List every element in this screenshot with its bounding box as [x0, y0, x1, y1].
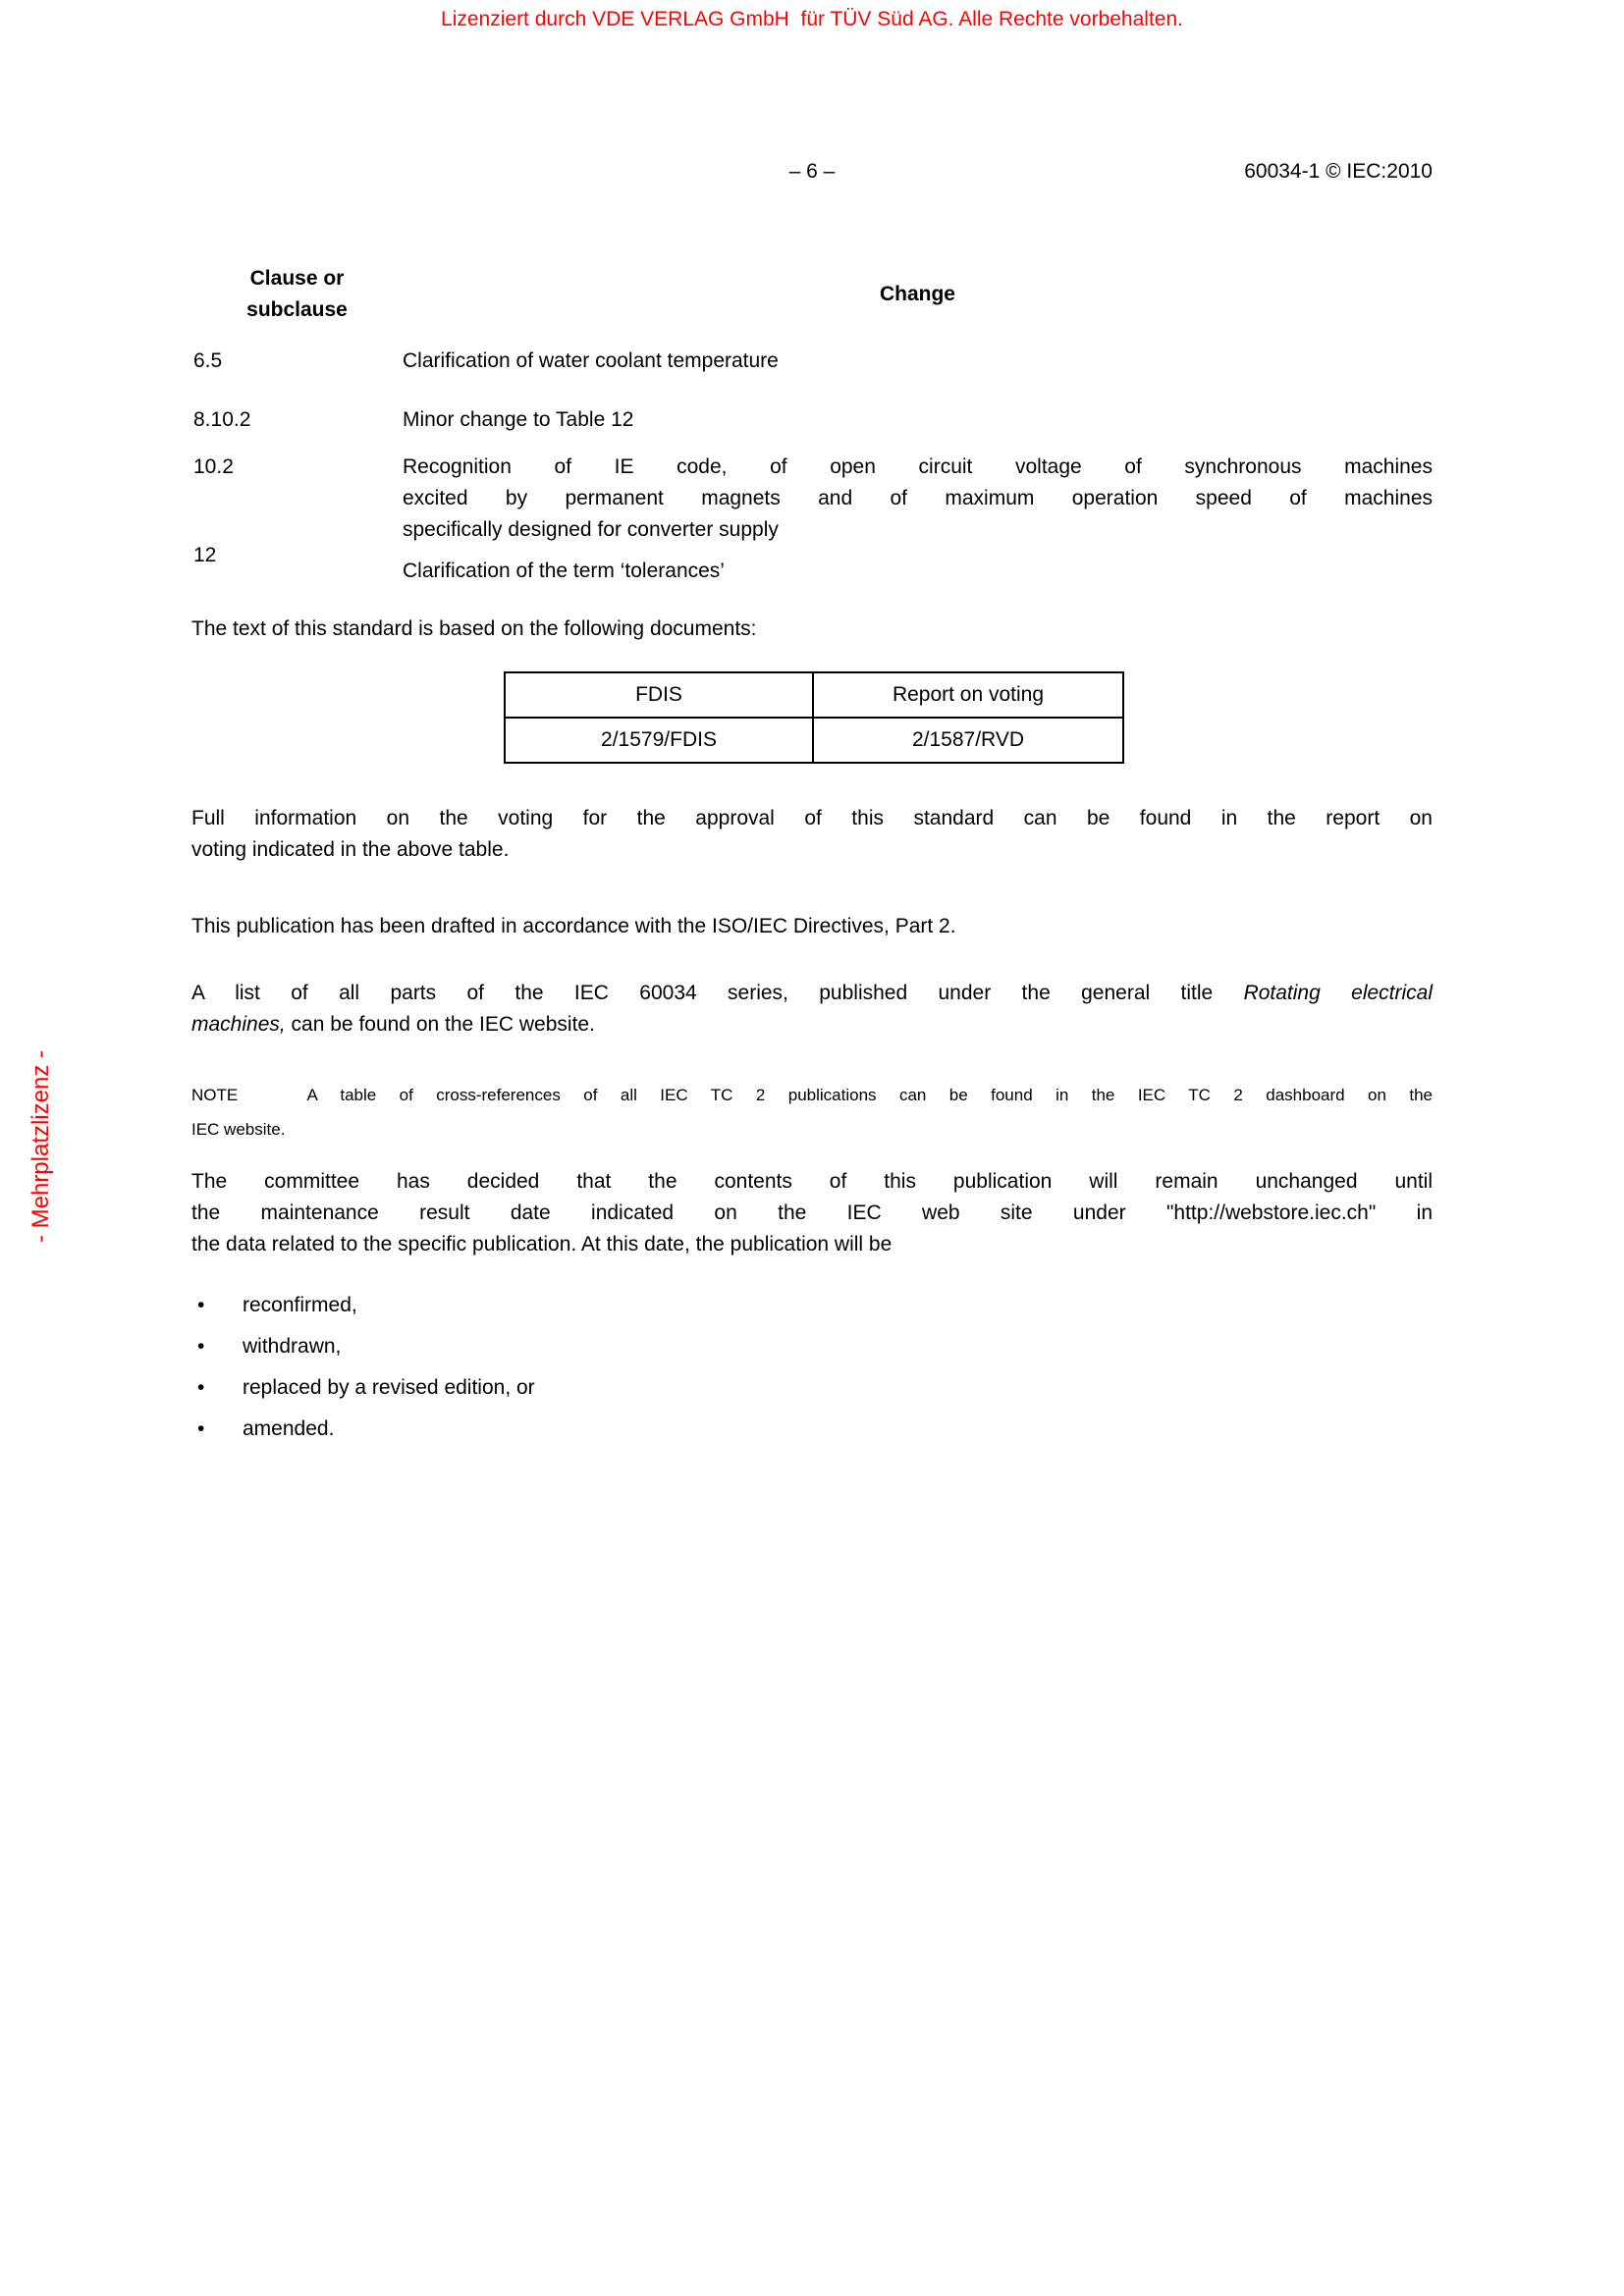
- voting-table: [504, 671, 1124, 764]
- list-item: [191, 1294, 1433, 1317]
- change-line: excited by permanent magnets and of maximum operation speed of machines: [403, 487, 1433, 509]
- paragraph-line: [191, 1009, 1433, 1041]
- paragraph-full-info: [191, 803, 1433, 866]
- bullet-icon: •: [197, 1335, 205, 1358]
- change-description: Minor change to Table 12: [403, 408, 634, 431]
- clause-number: 8.10.2: [193, 408, 251, 431]
- paragraph-line: The committee has decided that the contents of this publication will remain unchanged until: [191, 1170, 1433, 1193]
- note-line: NOTE A table of cross-references of all IEC TC 2 publications can be found in the IEC TC 2 dashboard on the: [191, 1086, 1433, 1104]
- intro-line: The text of this standard is based on the following documents:: [191, 617, 757, 640]
- voting-table-value-fdis: 2/1579/FDIS: [506, 719, 814, 762]
- paragraph-committee: [191, 1166, 1433, 1260]
- change-description: Clarification of the term ‘tolerances’: [403, 560, 725, 582]
- change-line: Recognition of IE code, of open circuit voltage of synchronous machines: [403, 455, 1433, 478]
- list-item: [191, 1376, 1433, 1400]
- page-number: – 6 –: [788, 160, 836, 183]
- clause-number: 10.2: [193, 455, 234, 478]
- changes-col1-header-line2: subclause: [246, 298, 348, 321]
- paragraph-line: [191, 978, 1433, 1009]
- clause-number: 6.5: [193, 349, 223, 372]
- note-line: IEC website.: [191, 1120, 286, 1139]
- voting-table-header-fdis: FDIS: [506, 673, 814, 719]
- changes-col1-header: [191, 263, 403, 326]
- change-line: specifically designed for converter supply: [403, 518, 779, 541]
- list-item: [191, 1335, 1433, 1359]
- list-item-label: reconfirmed,: [243, 1294, 357, 1316]
- list-item-label: amended.: [243, 1417, 335, 1440]
- paragraph-drafted: This publication has been drafted in accordance with the ISO/IEC Directives, Part 2.: [191, 915, 956, 937]
- changes-col2-header: Change: [879, 283, 955, 305]
- series-line1-italic: Rotating electrical: [1243, 982, 1433, 1004]
- series-line2-italic: machines,: [191, 1013, 286, 1036]
- paragraph-series: [191, 978, 1433, 1041]
- paragraph-note: [191, 1078, 1433, 1147]
- voting-table-header-report: Report on voting: [814, 673, 1122, 719]
- document-reference: 60034-1 © IEC:2010: [1244, 160, 1433, 183]
- series-line1-text: A list of all parts of the IEC 60034 series, published under the general title: [191, 982, 1244, 1004]
- license-banner: Lizenziert durch VDE VERLAG GmbH für TÜV Süd AG. Alle Rechte vorbehalten.: [441, 8, 1183, 30]
- list-item: [191, 1417, 1433, 1441]
- series-line2-text: can be found on the IEC website.: [285, 1013, 595, 1036]
- bullet-icon: •: [197, 1417, 205, 1440]
- paragraph-line: Full information on the voting for the approval of this standard can be found in the report on: [191, 807, 1433, 829]
- change-description: [403, 452, 1433, 546]
- bullet-icon: •: [197, 1294, 205, 1316]
- list-item-label: replaced by a revised edition, or: [243, 1376, 535, 1399]
- voting-table-value-report: 2/1587/RVD: [911, 728, 1025, 751]
- clause-number: 12: [193, 544, 217, 566]
- change-description: Clarification of water coolant temperature: [403, 349, 779, 372]
- list-item-label: withdrawn,: [243, 1335, 342, 1358]
- paragraph-line: the maintenance result date indicated on the IEC web site under "http://webstore.iec.ch" in: [191, 1201, 1433, 1224]
- bullet-icon: •: [197, 1376, 205, 1399]
- vertical-license-text: - Mehrplatzlizenz -: [27, 1049, 54, 1244]
- changes-col1-header-line1: Clause or: [249, 267, 345, 290]
- page-header: [191, 160, 1433, 189]
- paragraph-line: voting indicated in the above table.: [191, 838, 510, 861]
- paragraph-line: the data related to the specific publication. At this date, the publication will be: [191, 1233, 893, 1255]
